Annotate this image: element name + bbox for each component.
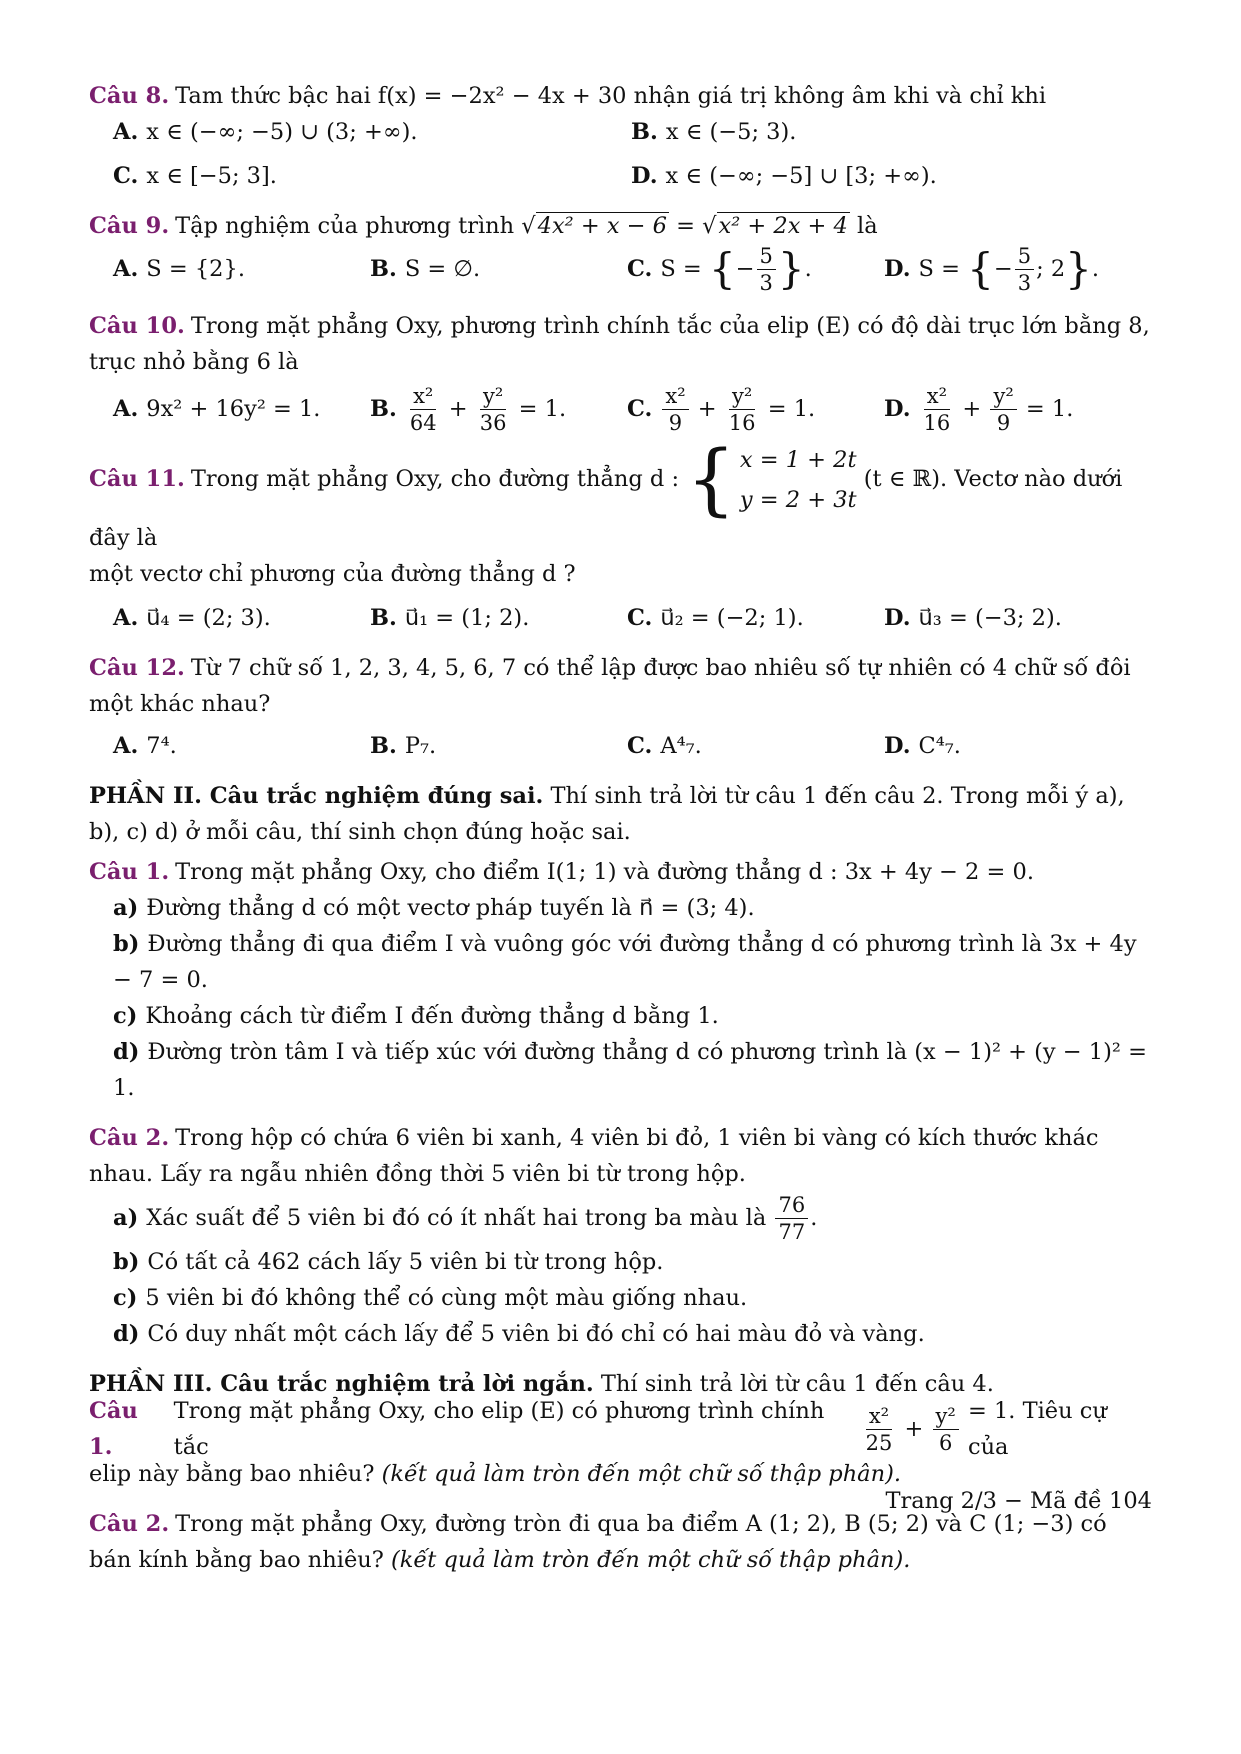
option-c: C. S = { − $\frac{5}{3}$ } . — [627, 243, 812, 295]
section-title: PHẦN III. Câu trắc nghiệm trả lời ngắn. — [89, 1371, 594, 1397]
option-b: B. P₇. — [370, 733, 437, 759]
question-text-line2: một vectơ chỉ phương của đường thẳng d ? — [89, 561, 576, 587]
option-c: C. x ∈ [−5; 3]. — [113, 163, 277, 189]
section-title: PHẦN II. Câu trắc nghiệm đúng sai. — [89, 783, 544, 809]
fraction: $\frac{5}{3}$ — [757, 243, 776, 296]
option-c: C. u⃗₂ = (−2; 1). — [627, 605, 804, 631]
question-label: Câu 2. — [89, 1125, 170, 1151]
exam-page — [89, 78, 1151, 1578]
radicand: 4x² + x − 6 — [537, 213, 667, 239]
question-label: Câu 1. — [89, 859, 170, 885]
question-text: Trong mặt phẳng Oxy, cho điểm I(1; 1) và đường thẳng d : 3x + 4y − 2 = 0. — [175, 859, 1034, 885]
fraction: $\frac{5}{3}$ — [1015, 243, 1034, 296]
option-c: C. $\frac{\text{x²}}{9}$ + $\frac{\text{y²}}{16}$ = 1. — [627, 383, 816, 435]
option-d: D. S = { − $\frac{5}{3}$ ; 2 } . — [884, 243, 1100, 295]
statement-b: b) Đường thẳng đi qua điểm I và vuông góc với đường thẳng d có phương trình là 3x + 4y − 7 = 0. — [113, 931, 1137, 993]
statement-c: c) 5 viên bi đó không thể có cùng một màu giống nhau. — [113, 1285, 748, 1311]
option-b: B. $\frac{\text{x²}}{64}$ + $\frac{\text{y²}}{36}$ = 1. — [370, 383, 567, 435]
option-d: D. $\frac{\text{x²}}{16}$ + $\frac{\text{y²}}{9}$ = 1. — [884, 383, 1074, 435]
options-row — [89, 600, 1151, 636]
question-text: Tập nghiệm của phương trình — [175, 213, 515, 239]
question-label: Câu 2. — [89, 1511, 170, 1537]
question-text: Trong hộp có chứa 6 viên bi xanh, 4 viên bi đỏ, 1 viên bi vàng có kích thước khác nhau. Lấy ra ngẫu nhiên đồng thời 5 viên bi từ trong hộp. — [89, 1125, 1099, 1187]
option-d: D. x ∈ (−∞; −5] ∪ [3; +∞). — [631, 163, 937, 189]
radicand: x² + 2x + 4 — [718, 213, 848, 239]
options-row — [89, 728, 1151, 764]
page-footer: Trang 2/3 − Mã đề 104 — [885, 1488, 1152, 1514]
options-row — [89, 380, 1151, 438]
option-a: A. 7⁴. — [113, 733, 177, 759]
option-b: B. x ∈ (−5; 3). — [631, 119, 797, 145]
statement-a: a) Xác suất để 5 viên bi đó có ít nhất hai trong ba màu là $\frac{76}{77}$ . — [113, 1192, 818, 1244]
part3-question-1: Câu 1. Trong mặt phẳng Oxy, cho elip (E) có phương trình chính tắc $\frac{\text{x²}}{25}$ + $\frac{\text{y²}}{6}$ = 1. Tiêu cự của — [89, 1402, 1151, 1456]
option-a: A. u⃗₄ = (2; 3). — [113, 605, 271, 631]
question-text: Trong mặt phẳng Oxy, cho elip (E) có phương trình chính tắc — [173, 1398, 825, 1460]
part2-question-1 — [89, 854, 1151, 890]
rounding-note: (kết quả làm tròn đến một chữ số thập phân). — [381, 1461, 902, 1487]
option-c: C. A⁴₇. — [627, 733, 702, 759]
statement-c: c) Khoảng cách từ điểm I đến đường thẳng d bằng 1. — [113, 1003, 719, 1029]
question-8 — [89, 78, 1151, 114]
question-text-line2: elip này bằng bao nhiêu? (kết quả làm tròn đến một chữ số thập phân). — [89, 1461, 902, 1487]
statement-b: b) Có tất cả 462 cách lấy 5 viên bi từ trong hộp. — [113, 1249, 664, 1275]
option-a: A. x ∈ (−∞; −5) ∪ (3; +∞). — [113, 119, 418, 145]
question-text: Trong mặt phẳng Oxy, cho đường thẳng d : — [190, 466, 680, 492]
option-d: D. u⃗₃ = (−3; 2). — [884, 605, 1062, 631]
question-label: Câu 8. — [89, 83, 170, 109]
statement-d: d) Có duy nhất một cách lấy để 5 viên bi đó chỉ có hai màu đỏ và vàng. — [113, 1321, 925, 1347]
question-label: Câu 9. — [89, 213, 170, 239]
question-label: Câu 10. — [89, 313, 185, 339]
statement-d: d) Đường tròn tâm I và tiếp xúc với đường thẳng d có phương trình là (x − 1)² + (y − 1)² = 1. — [113, 1039, 1147, 1101]
question-12 — [89, 650, 1151, 722]
statement-a: a) Đường thẳng d có một vectơ pháp tuyến là n⃗ = (3; 4). — [113, 895, 755, 921]
section-instructions: Thí sinh trả lời từ câu 1 đến câu 2. Trong mỗi ý a), b), c) d) ở mỗi câu, thí sinh chọn đúng hoặc sai. — [89, 783, 1125, 845]
rounding-note: (kết quả làm tròn đến một chữ số thập phân). — [391, 1547, 911, 1573]
section-instructions: Thí sinh trả lời từ câu 1 đến câu 4. — [600, 1371, 994, 1397]
equation-system: { x = 1 + 2t y = 2 + 3t — [686, 435, 857, 525]
option-d: D. C⁴₇. — [884, 733, 961, 759]
question-10 — [89, 308, 1151, 380]
question-label: Câu 11. — [89, 466, 185, 492]
question-label: Câu 12. — [89, 655, 185, 681]
question-11: Câu 11. Trong mặt phẳng Oxy, cho đường thẳng d : { x = 1 + 2t y = 2 + 3t (t ∈ ℝ). Vectơ nào dưới đây là — [89, 435, 1123, 551]
part3-question-2 — [89, 1506, 1151, 1578]
options-row — [89, 114, 1151, 150]
part-2-heading — [89, 778, 1151, 850]
option-a: A. 9x² + 16y² = 1. — [113, 396, 321, 422]
option-b: B. u⃗₁ = (1; 2). — [370, 605, 530, 631]
question-text: Tam thức bậc hai f(x) = −2x² − 4x + 30 nhận giá trị không âm khi và chỉ khi — [175, 83, 1047, 109]
question-text: Trong mặt phẳng Oxy, đường tròn đi qua ba điểm A (1; 2), B (5; 2) và C (1; −3) có bán kính bằng bao nhiêu? — [89, 1511, 1107, 1573]
question-9: Câu 9. Tập nghiệm của phương trình √4x² + x − 6 = √x² + 2x + 4 là — [89, 213, 878, 239]
options-row — [89, 244, 1151, 294]
part2-question-2 — [89, 1120, 1151, 1192]
question-label: Câu 1. — [89, 1398, 138, 1460]
option-a: A. S = {2}. — [113, 256, 245, 282]
option-b: B. S = ∅. — [370, 256, 481, 282]
question-text: Trong mặt phẳng Oxy, phương trình chính tắc của elip (E) có độ dài trục lớn bằng 8, trục nhỏ bằng 6 là — [89, 313, 1150, 375]
question-text: Từ 7 chữ số 1, 2, 3, 4, 5, 6, 7 có thể lập được bao nhiêu số tự nhiên có 4 chữ số đôi một khác nhau? — [89, 655, 1131, 717]
options-row — [89, 158, 1151, 194]
